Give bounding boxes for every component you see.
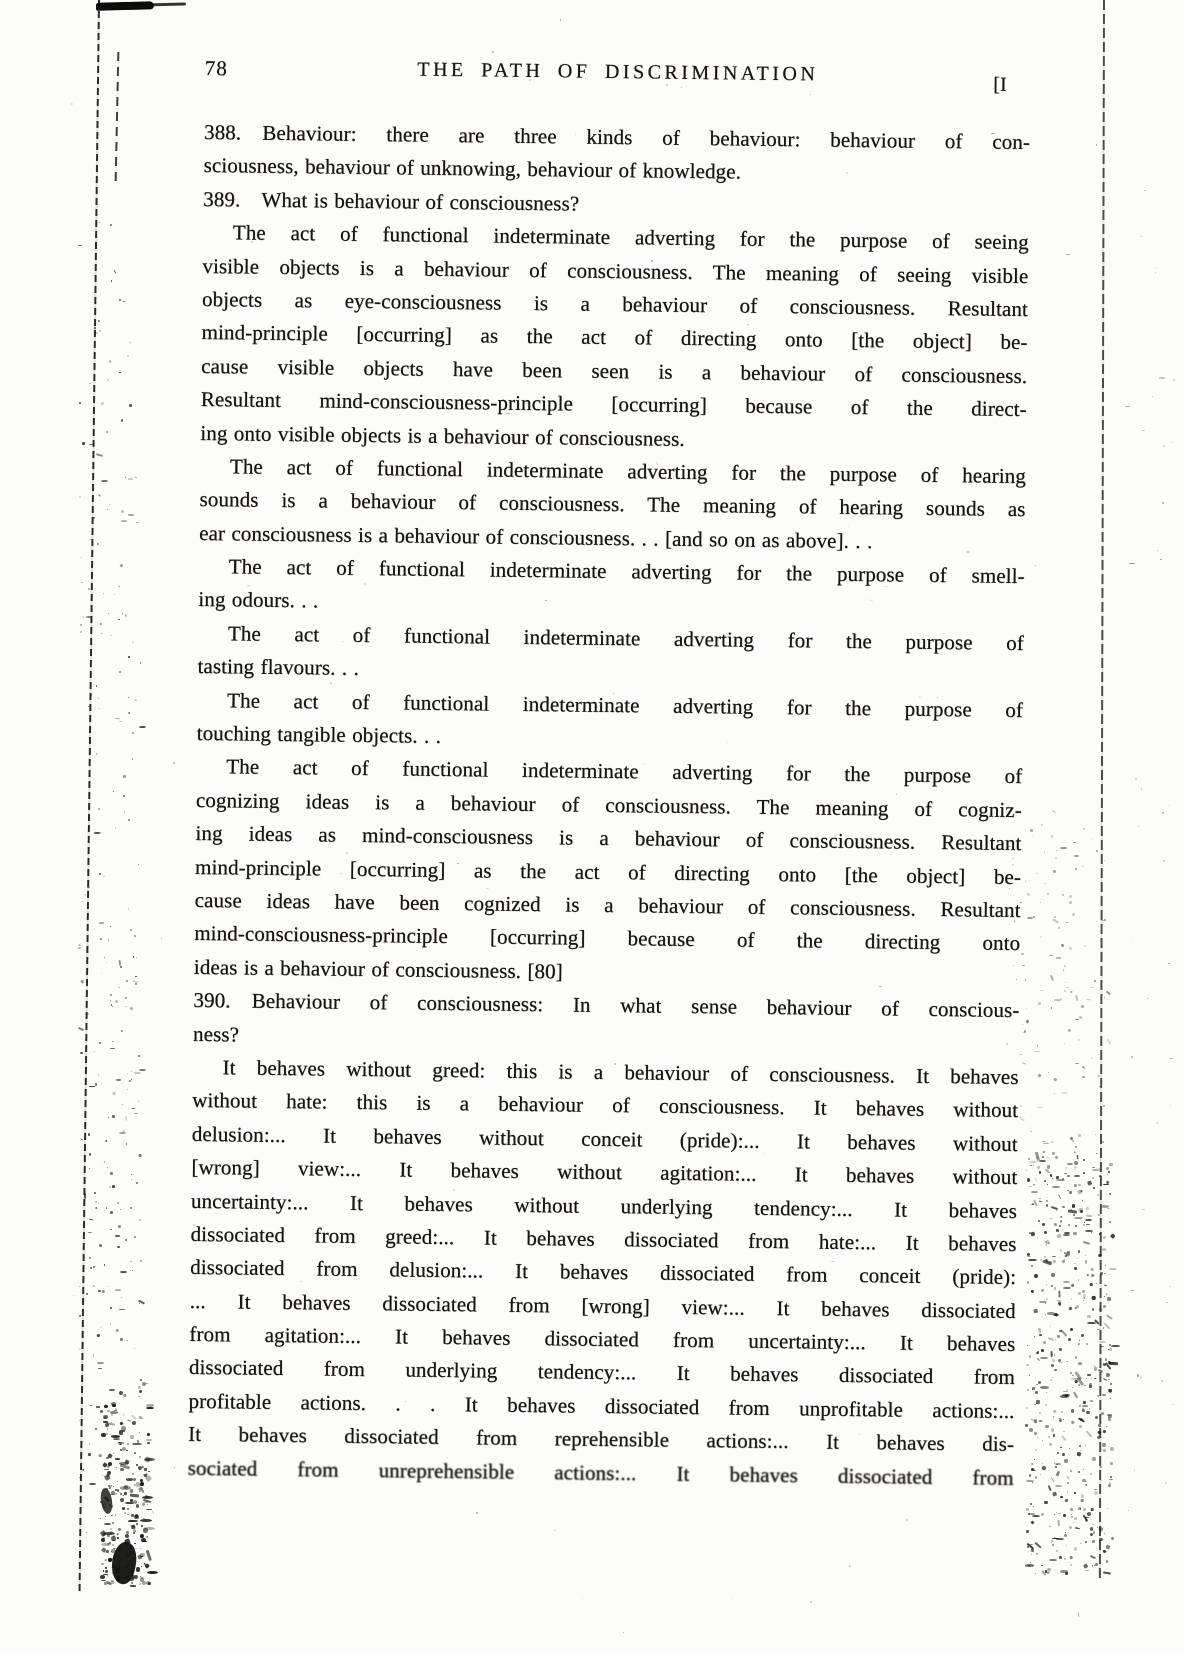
- text-line: cognizing ideas is a behaviour of consciousness. The meaning of cogniz-: [195, 787, 1022, 822]
- text-line: touching tangible objects. . .: [196, 720, 442, 748]
- scan-gutter-line-left-secondary: [115, 52, 120, 182]
- text-line: It behaves without greed: this is a behaviour of consciousness. It behaves: [222, 1055, 1019, 1089]
- text-line: The act of functional indeterminate adverting for the purpose of: [227, 621, 1025, 655]
- text-line: dissociated from greed:... It behaves dissociated from hate:... It behaves: [190, 1221, 1017, 1256]
- text-line: ing ideas as mind-consciousness is a behaviour of consciousness. Resultant: [195, 821, 1022, 856]
- page-text-block: [188, 116, 1031, 1495]
- text-line: cause ideas have been cognized is a behaviour of consciousness. Resultant: [194, 887, 1021, 923]
- scan-ink-blob-bottom-left: [108, 1540, 140, 1586]
- text-line: cause visible objects have been seen is a behaviour of consciousness.: [201, 353, 1028, 388]
- scan-ink-blob-bottom-left-small: [99, 1487, 114, 1514]
- text-line: mind-principle [occurring] as the act of directing onto [the object] be-: [201, 320, 1028, 355]
- text-line: ness?: [192, 1021, 240, 1047]
- scan-gutter-line-left: [79, 0, 100, 1592]
- page-header: [205, 56, 1031, 100]
- text-line: uncertainty:... It behaves without underlying tendency:... It behaves: [190, 1188, 1018, 1223]
- text-line: 390. Behaviour of consciousness: In what sense behaviour of conscious-: [193, 988, 1020, 1023]
- text-line: 389. What is behaviour of consciousness?: [203, 186, 580, 216]
- text-line: profitable actions. . . It behaves dissociated from unprofitable actions:...: [188, 1388, 1015, 1423]
- page-content: [188, 56, 1031, 1495]
- text-line: ideas is a behaviour of consciousness. [80]: [193, 954, 563, 984]
- text-line: Resultant mind-consciousness-principle [occurring] because of the direct-: [200, 387, 1027, 422]
- text-line: mind-consciousness-principle [occurring] because of the directing onto: [194, 921, 1021, 956]
- page-number: 78: [204, 56, 228, 81]
- text-line: mind-principle [occurring] as the act of directing onto [the object] be-: [194, 854, 1022, 889]
- text-line: The act of functional indeterminate adverting for the purpose of smell-: [228, 554, 1025, 589]
- folio-bracket-mark: [I: [993, 73, 1007, 96]
- scan-edge-line-right: [1099, 0, 1105, 1578]
- text-line: tasting flavours. . .: [197, 654, 360, 681]
- text-line: dissociated from delusion:... It behaves dissociated from conceit (pride):: [190, 1255, 1017, 1290]
- text-line: [wrong] view:... It behaves without agitation:... It behaves without: [191, 1155, 1018, 1190]
- text-line: 388. Behaviour: there are three kinds of behaviour: behaviour of con-: [203, 119, 1031, 155]
- text-line: ear consciousness is a behaviour of consciousness. . . [and so on as above]. . .: [199, 520, 873, 553]
- text-line: The act of functional indeterminate adverting for the purpose of seeing: [232, 220, 1029, 255]
- text-line: from agitation:... It behaves dissociated from uncertainty:... It behaves: [189, 1321, 1016, 1357]
- text-line: ... It behaves dissociated from [wrong] view:... It behaves dissociated: [189, 1288, 1016, 1323]
- text-line: ing odours. . .: [198, 587, 319, 613]
- text-line: The act of functional indeterminate adverting for the purpose of: [226, 687, 1024, 722]
- text-line: delusion:... It behaves without conceit (pride):... It behaves without: [191, 1121, 1018, 1156]
- text-line: ing onto visible objects is a behaviour of consciousness.: [200, 420, 685, 451]
- text-line: visible objects is a behaviour of consciousness. The meaning of seeing visible: [202, 253, 1029, 288]
- text-line: dissociated from underlying tendency:... It behaves dissociated from: [188, 1355, 1016, 1390]
- text-line: It behaves dissociated from reprehensible actions:... It behaves dis-: [188, 1422, 1015, 1457]
- text-line: The act of functional indeterminate adverting for the purpose of: [226, 754, 1023, 789]
- text-line: sciousness, behaviour of unknowing, behaviour of knowledge.: [203, 153, 742, 184]
- running-title: THE PATH OF DISCRIMINATION: [417, 58, 819, 86]
- text-line: objects as eye-consciousness is a behaviour of consciousness. Resultant: [201, 286, 1029, 322]
- text-line: The act of functional indeterminate adverting for the purpose of hearing: [229, 454, 1027, 488]
- text-line: sounds is a behaviour of consciousness. The meaning of hearing sounds as: [199, 487, 1026, 522]
- scan-smudge-top-left: [96, 1, 154, 11]
- text-line: without hate: this is a behaviour of consciousness. It behaves without: [192, 1088, 1019, 1123]
- text-line: sociated from unreprehensible actions:... It behaves dissociated from: [187, 1455, 1014, 1490]
